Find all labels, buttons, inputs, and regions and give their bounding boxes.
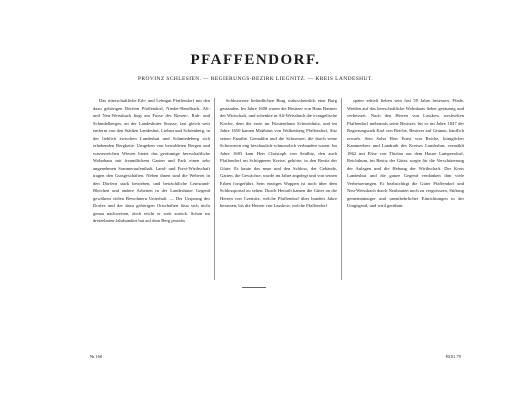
column-2-paragraph: Schlossreste befindlichen Burg wahrscheinlich eine Burg gestanden. Im Jahre 1608 waren die Besitzer von Hans Bastner der Wirtschaft, und schenkte in Alt-Weissbach die evangelische Kirche, dem die erste im Fürstenthum Schweidnitz, und im Jahre 1650 kamen Matthäus von Walkenberg Pfaffendorf, Sitz seiner Familie. Gemahlin und die Schwester, die durch seine Schwestern eng beschaulich-schmerzlich verbunden waren. Im Jahre 1683 kam Herr Christoph von Seidlitz, den auch Pfaffendorf im Schöppener Kreise, gehörte, in den Besitz der Güter. Er baute das neue und den Schloss, der Gebäude, Garten, die Gewächse, wurde im Jahre angelegt und von seinen Erben fortgeführt. Sein einziges Wappen ist noch über dem Schlossportal zu sehen. Durch Heirath kamen die Güter an die Herren von Czettritz, welche Pfaffendorf über hundert Jahre besassen, bis die Herren von Lasskow, welche Pfaffendorf [220,98,337,208]
column-3-paragraph: später erhielt lieben sein fast 50 Jahre besessen, Pfade, Weiden auf das herrschaftliche Wohnhaus lieber geräumig und verbessert. Nach den Herren von Lasskow wechselten Pfaffendorf mehrmals seine Besitzer, bis es im Jahre 1847 der Regierungsrath Karl von Reiche, Besitzer auf Grunau, käuflich erwarb. Sein Sohn Herr Ernst von Reiche, königlicher Kammerherr und Landrath des Kreises Landeshut, vermählt 1862 mit Elise von Thielau aus dem Hause Lampersdorf, Reichthum, im Besitz der Güter, sorgte für die Verschönerung der Anlagen und die Hebung der Wirthschaft. Der Kreis Landeshut und die ganze Gegend verdanken ihm viele Verbesserungen. Er beabsichtigt die Güter Pfaffendorf und Neu-Weissbach durch Neubauten noch zu vergrössern, Stiftung gemeinnütziger und unentbehrlicher Einrichtungen in der Umgegend, und wird gerühmt. [347,98,464,208]
column-divider [214,98,215,280]
text-column-2 [220,97,337,283]
text-column-1 [93,97,210,283]
footer-left-number: № 160 [90,354,103,359]
text-column-3 [347,97,464,283]
page-title: PFAFFENDORF. [190,52,321,68]
text-columns [93,97,465,283]
page-subtitle: PROVINZ SCHLESIEN. — REGIERUNGS-BEZIRK LIEGNITZ. — KREIS LANDESHUT. [137,76,374,82]
end-ornament-rule [242,287,266,288]
footer-right-number: BOG 79 [445,354,461,359]
column-1-paragraph: Das ritterschaftliche Erb- und Lehngut Pfaffendorf mit den dazu gehörigen Dörfern Pfaffendorf, Nieder-Haselbach, Alt- und Neu-Weissbach liegt am Fusse des Riesen-, Rab- und Schindelberges, an der Landeshuter Strasse, fast gleich weit entfernt von den Städten Landeshut, Liebau und Schömberg, in der lieblich zwischen Landeshut und Schmiedeberg sich erhebenden Bergkette. Umgeben von bewaldeten Bergen und wasserreichen Wiesen bietet das geräumige herrschaftliche Wohnhaus mit freundlichem Garten und Park einen sehr angenehmen Sommeraufenthalt. Land- und Forst-Wirthschaft tragen den Gutsgeschäften. Neben ihnen sind die Weberei in den Dörfern stark betrieben, und beträchtliche Leinwand-Bleichen und andere Arbeiten in der Landeshuter Gegend gewähren vielen Bewohnern Unterhalt. — Der Ursprung des Dorfes und der dazu gehörigen Ortschaften lässt sich nicht genau nachweisen, doch reicht er weit zurück. Schon im dreizehnten Jahrhundert hat auf dem Berg jenseits [93,98,210,223]
column-divider [341,98,342,280]
